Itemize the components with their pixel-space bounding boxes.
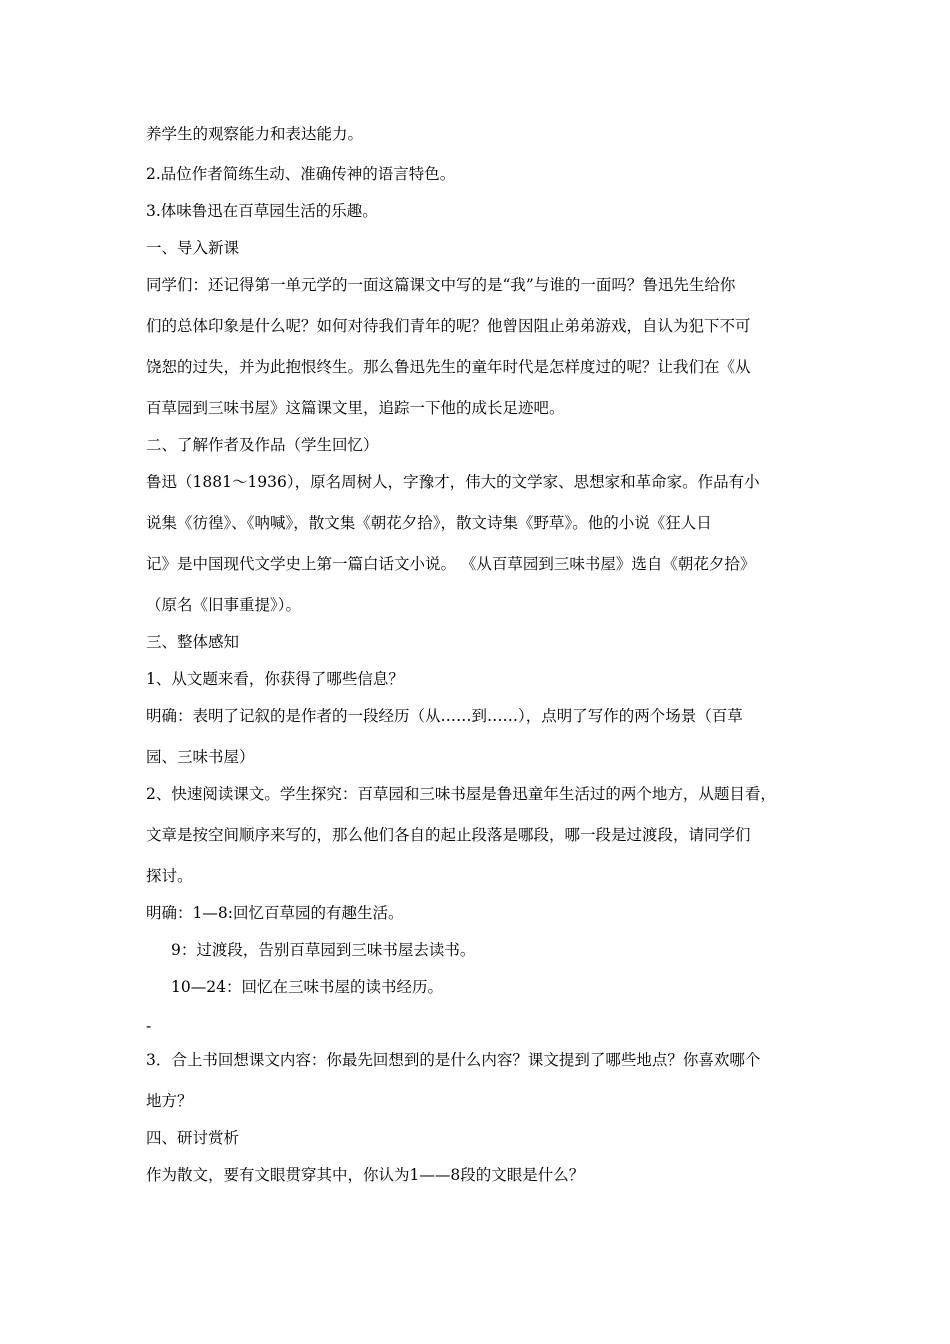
text-line: 2.品位作者简练生动、准确传神的语言特色。 xyxy=(146,165,456,183)
text-line: 明确：表明了记叙的是作者的一段经历（从……到……），点明了写作的两个场景（百草 xyxy=(146,707,743,725)
text-line: 文章是按空间顺序来写的，那么他们各自的起止段落是哪段，哪一段是过渡段，请同学们 xyxy=(146,826,751,844)
text-line: 说集《彷徨》、《呐喊》，散文集《朝花夕拾》，散文诗集《野草》。他的小说《狂人日 xyxy=(146,514,712,532)
section-heading: 一、导入新课 xyxy=(146,239,240,257)
section-heading: 四、研讨赏析 xyxy=(146,1129,240,1147)
text-line: 饶恕的过失，并为此抱恨终生。那么鲁迅先生的童年时代是怎样度过的呢？让我们在《从 xyxy=(146,358,751,376)
text-line: 养学生的观察能力和表达能力。 xyxy=(146,125,364,143)
text-line: 鲁迅（1881～1936），原名周树人，字豫才，伟大的文学家、思想家和革命家。作品有小 xyxy=(146,473,760,491)
text-line: 明确：1—8:回忆百草园的有趣生活。 xyxy=(146,904,404,922)
text-line: 地方？ xyxy=(146,1092,193,1110)
text-line: 园、三味书屋） xyxy=(146,748,255,766)
text-line: 们的总体印象是什么呢？如何对待我们青年的呢？他曾因阻止弟弟游戏，自认为犯下不可 xyxy=(146,317,751,335)
text-line: 3．合上书回想课文内容：你最先回想到的是什么内容？课文提到了哪些地点？你喜欢哪个 xyxy=(146,1051,761,1069)
section-heading: 二、了解作者及作品（学生回忆） xyxy=(146,436,379,454)
section-heading: 三、整体感知 xyxy=(146,633,240,651)
text-line: 3.体味鲁迅在百草园生活的乐趣。 xyxy=(146,202,378,220)
text-line: 同学们：还记得第一单元学的一面这篇课文中写的是“我”与谁的一面吗？鲁迅先生给你 xyxy=(146,276,736,294)
text-line: （原名《旧事重提》）。 xyxy=(146,596,302,614)
text-line: - xyxy=(146,1017,152,1035)
text-line: 作为散文，要有文眼贯穿其中，你认为1——8段的文眼是什么？ xyxy=(146,1166,585,1184)
text-line: 1、从文题来看，你获得了哪些信息？ xyxy=(146,670,404,688)
text-line: 9：过渡段，告别百草园到三味书屋去读书。 xyxy=(171,941,476,959)
text-line: 记》是中国现代文学史上第一篇白话文小说。 《从百草园到三味书屋》选自《朝花夕拾》 xyxy=(146,555,756,573)
text-line: 百草园到三味书屋》这篇课文里，追踪一下他的成长足迹吧。 xyxy=(146,399,565,417)
text-line: 2、快速阅读课文。学生探究：百草园和三味书屋是鲁迅童年生活过的两个地方，从题目看， xyxy=(146,785,776,803)
text-line: 10—24：回忆在三味书屋的读书经历。 xyxy=(171,978,443,996)
text-line: 探讨。 xyxy=(146,867,193,885)
